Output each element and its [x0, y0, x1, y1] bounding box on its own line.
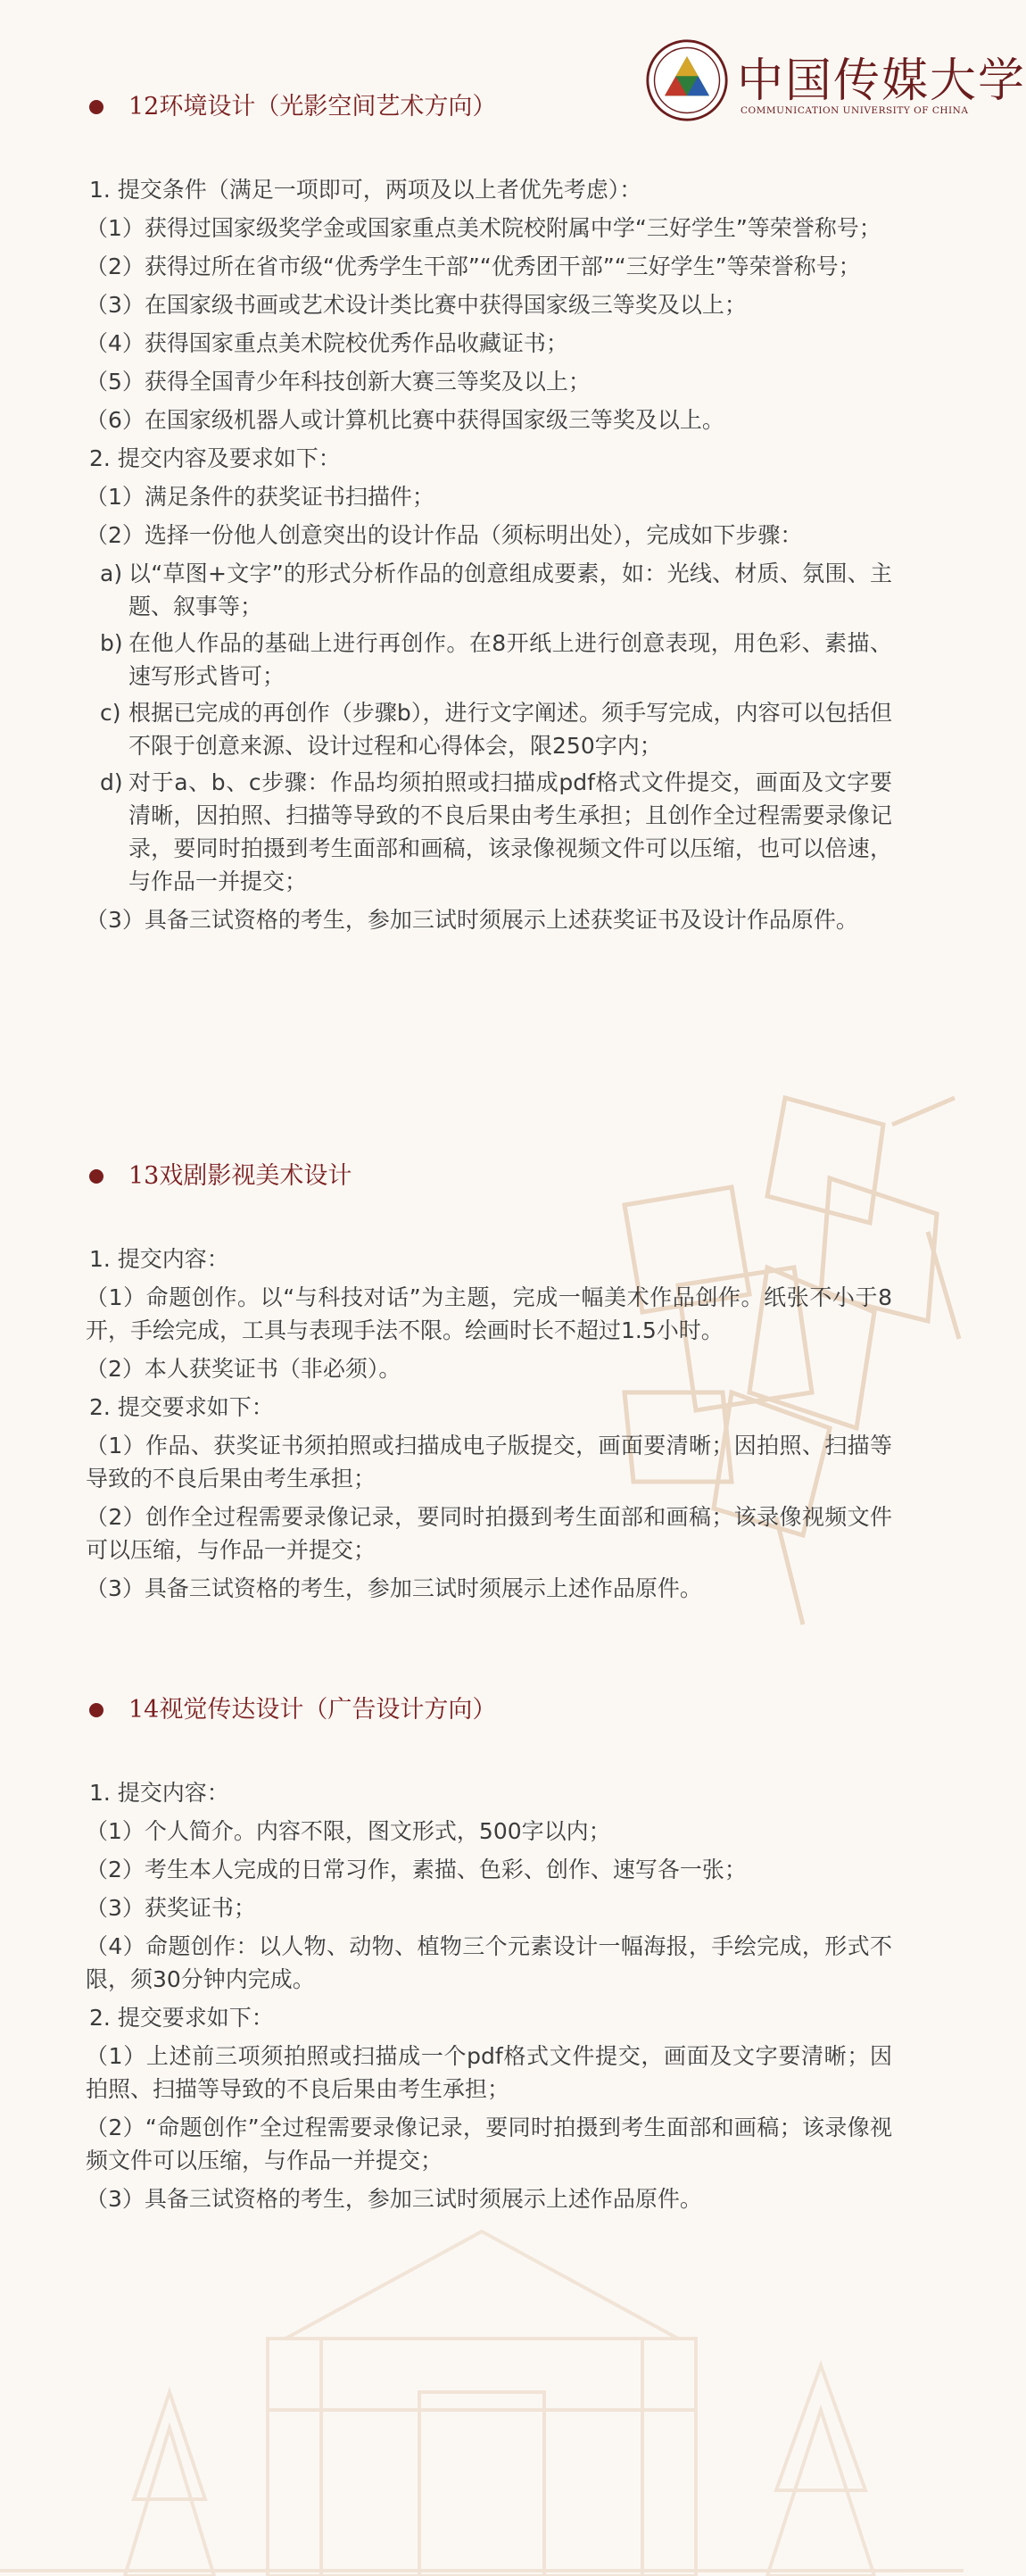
section-12-environment-design [86, 87, 892, 942]
paragraph: （1）获得过国家级奖学金或国家重点美术院校附属中学“三好学生”等荣誉称号； [86, 215, 881, 241]
section-title: 13戏剧影视美术设计 [128, 1162, 352, 1190]
step-mark: b) [100, 630, 123, 656]
paragraph: （2）“命题创作”全过程需要录像记录，要同时拍摄到考生面部和画稿；该录像视频文件可以压缩，与作品一并提交； [86, 2115, 892, 2173]
section-header [89, 1157, 892, 1201]
paragraph: （3）获奖证书； [86, 1895, 256, 1921]
step-text: 根据已完成的再创作（步骤b），进行文字阐述。须手写完成，内容可以包括但不限于创意来源、设计过程和心得体会，限250字内； [128, 700, 892, 759]
paragraph: （1）上述前三项须拍照或扫描成一个pdf格式文件提交，画面及文字要清晰；因拍照、扫描等导致的不良后果由考生承担； [86, 2043, 892, 2102]
paragraph: 1. 提交内容： [89, 1780, 229, 1806]
paragraph: （3）在国家级书画或艺术设计类比赛中获得国家级三等奖及以上； [86, 292, 747, 318]
step-mark: c) [100, 700, 121, 726]
section-title: 12环境设计（光影空间艺术方向） [128, 93, 497, 120]
paragraph: （1）作品、获奖证书须拍照或扫描成电子版提交，画面要清晰；因拍照、扫描等导致的不良后果由考生承担； [86, 1433, 892, 1492]
step-mark: a) [100, 561, 123, 586]
paragraph: （3）具备三试资格的考生，参加三试时须展示上述作品原件。 [86, 2186, 702, 2212]
step-list [89, 557, 892, 898]
section-header [89, 87, 892, 132]
paragraph: 2. 提交内容及要求如下： [89, 445, 341, 471]
step-item [89, 696, 892, 762]
paragraph: （3）具备三试资格的考生，参加三试时须展示上述获奖证书及设计作品原件。 [86, 907, 858, 933]
section-14-visual-communication-design [86, 1691, 892, 2221]
paragraph: （6）在国家级机器人或计算机比赛中获得国家级三等奖及以上。 [86, 407, 724, 433]
step-item [89, 627, 892, 693]
paragraph: 2. 提交要求如下： [89, 1394, 274, 1420]
bullet-dot-icon [89, 1703, 103, 1717]
paragraph: （1）个人简介。内容不限，图文形式，500字以内； [86, 1818, 611, 1844]
paragraph: （2）本人获奖证书（非必须）。 [86, 1356, 401, 1382]
bullet-dot-icon [89, 1169, 103, 1184]
paragraph: （2）获得过所在省市级“优秀学生干部”“优秀团干部”“三好学生”等荣誉称号； [86, 253, 861, 279]
paragraph: （1）满足条件的获奖证书扫描件； [86, 484, 434, 510]
paragraph: 1. 提交内容： [89, 1246, 229, 1272]
bullet-dot-icon [89, 100, 103, 114]
paragraph: （5）获得全国青少年科技创新大赛三等奖及以上； [86, 369, 591, 395]
paragraph: （2）考生本人完成的日常习作，素描、色彩、创作、速写各一张； [86, 1857, 747, 1882]
paragraph: （4）获得国家重点美术院校优秀作品收藏证书； [86, 330, 568, 356]
section-title: 14视觉传达设计（广告设计方向） [128, 1696, 497, 1724]
step-text: 在他人作品的基础上进行再创作。在8开纸上进行创意表现，用色彩、素描、速写形式皆可； [128, 630, 892, 689]
paragraph: （3）具备三试资格的考生，参加三试时须展示上述作品原件。 [86, 1575, 702, 1601]
paragraph: （4）命题创作：以人物、动物、植物三个元素设计一幅海报，手绘完成，形式不限，须30分钟内完成。 [86, 1933, 892, 1992]
step-item [89, 557, 892, 623]
step-item [89, 766, 892, 898]
step-mark: d) [100, 769, 123, 795]
paragraph: 1. 提交条件（满足一项即可，两项及以上者优先考虑）： [89, 177, 642, 203]
university-name-en: COMMUNICATION UNIVERSITY OF CHINA [741, 105, 969, 116]
paragraph: 2. 提交要求如下： [89, 2005, 274, 2031]
section-header [89, 1691, 892, 1735]
paragraph: （2）选择一份他人创意突出的设计作品（须标明出处），完成如下步骤： [86, 522, 803, 548]
section-13-stage-film-art-design [86, 1157, 892, 1610]
paragraph: （1）命题创作。以“与科技对话”为主题，完成一幅美术作品创作。纸张不小于8开，手绘完成，工具与表现手法不限。绘画时长不超过1.5小时。 [86, 1284, 892, 1343]
step-text: 以“草图+文字”的形式分析作品的创意组成要素，如：光线、材质、氛围、主题、叙事等； [128, 561, 892, 619]
step-text: 对于a、b、c步骤：作品均须拍照或扫描成pdf格式文件提交，画面及文字要清晰，因拍照、扫描等导致的不良后果由考生承担；且创作全过程需要录像记录，要同时拍摄到考生面部和画稿，该录像视频文件可以压缩，也可以倍速，与作品一并提交； [128, 769, 892, 894]
university-name-cn: 中国传媒大学 [737, 54, 1026, 108]
paragraph: （2）创作全过程需要录像记录，要同时拍摄到考生面部和画稿；该录像视频文件可以压缩，与作品一并提交； [86, 1504, 892, 1563]
